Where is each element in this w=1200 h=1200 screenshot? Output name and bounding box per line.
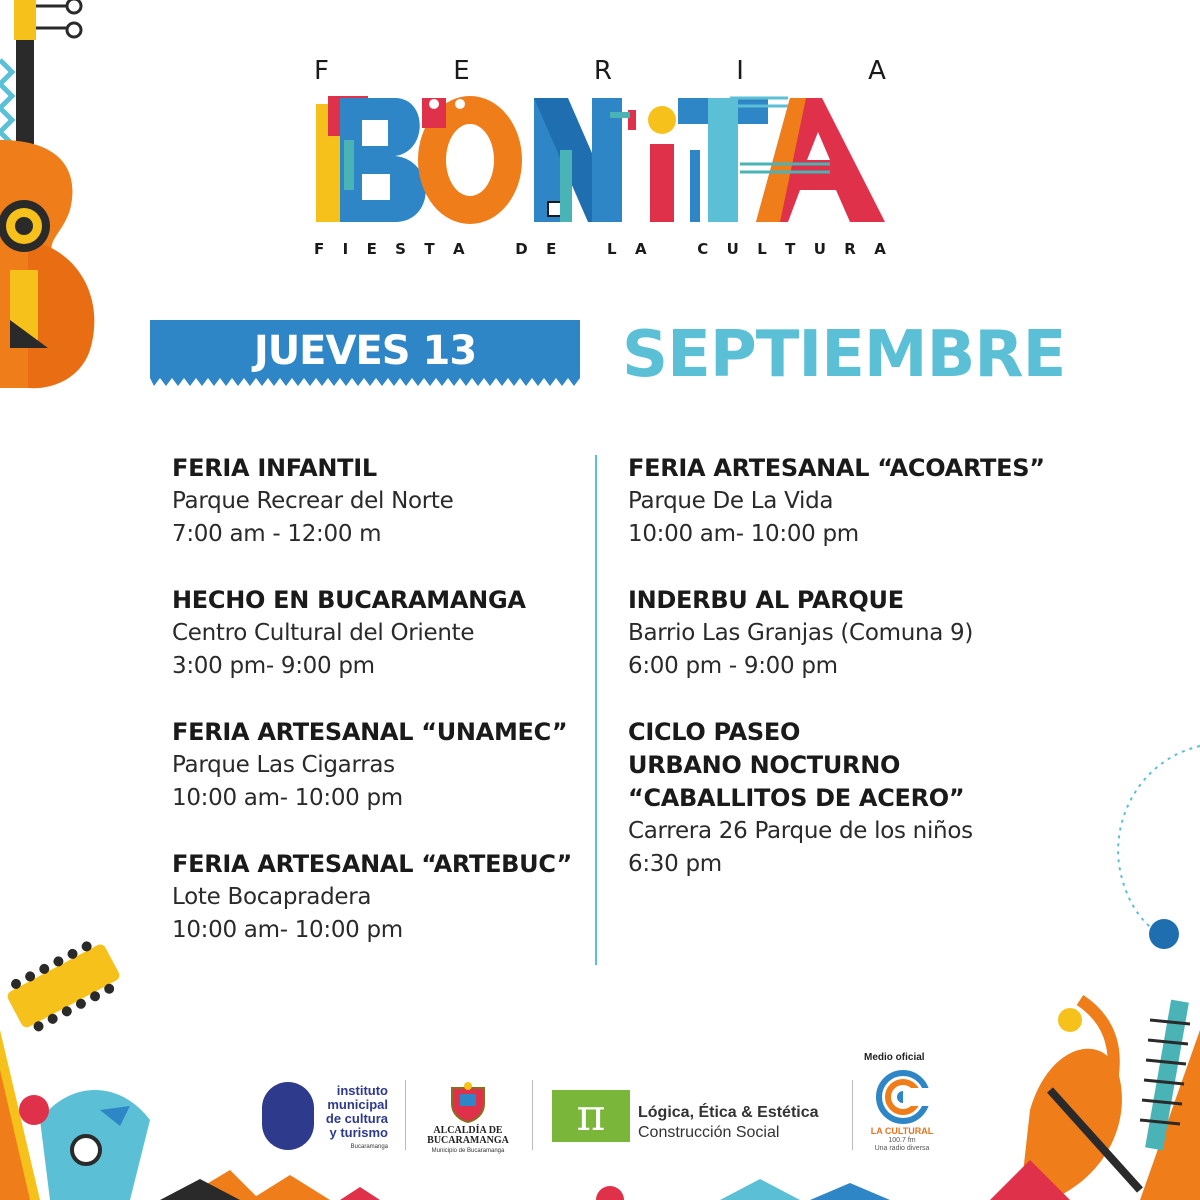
date-day: JUEVES 13 [253,328,477,374]
subtitle-letter: R [844,240,856,258]
logo-separator [852,1080,853,1150]
subtitle-letter: C [697,240,709,258]
subtitle-letter: T [424,240,435,258]
event-time: 6:00 pm - 9:00 pm [628,653,838,679]
alcaldia-subtitle: Municipio de Bucaramanga [431,1148,505,1154]
radio-logo-icon [876,1070,930,1124]
radio-frequency [862,1137,942,1153]
logo-separator [405,1080,406,1150]
event-place: Barrio Las Granjas (Comuna 9) [628,620,974,646]
event-place: Lote Bocapradera [172,884,372,910]
imct-line: y turismo [329,1125,388,1140]
event-item [628,452,1068,551]
event-title: URBANO NOCTURNO [628,751,901,779]
date-month: SEPTIEMBRE [622,318,1066,392]
feria-letter: I [736,56,744,86]
event-title: INDERBU AL PARQUE [628,586,904,614]
subtitle-letter: E [366,240,377,258]
feria-letter: R [593,56,612,86]
event-item [628,716,1068,881]
radio-name: LA CULTURAL [870,1126,934,1136]
imct-subtitle: Bucaramanga [350,1144,388,1150]
alcaldia-logo-text [420,1126,516,1146]
subtitle-letter: A [452,240,465,258]
events-column-right [628,452,1068,914]
column-divider [595,455,597,965]
subtitle-letter: S [395,240,406,258]
pi-logo-line2: Construcción Social [638,1124,780,1141]
feria-letter: E [453,56,470,86]
logo-separator [532,1080,533,1150]
subtitle-letter: A [874,240,886,258]
feria-heading [314,56,886,86]
event-title: CICLO PASEO [628,718,801,746]
fiesta-subtitle [314,240,886,258]
radio-freq-value: 100.7 fm [888,1137,916,1144]
subtitle-letter: I [342,240,349,258]
instruments-illustration-right [990,960,1200,1200]
event-place: Parque Las Cigarras [172,752,395,778]
imct-logo-icon [262,1082,314,1150]
event-place: Carrera 26 Parque de los niños [628,818,973,844]
event-time: 6:30 pm [628,851,722,877]
event-place: Parque Recrear del Norte [172,488,454,514]
subtitle-letter: U [813,240,826,258]
events-column-left [172,452,582,980]
event-item [172,584,582,683]
date-banner [150,320,580,388]
subtitle-letter: U [726,240,739,258]
alcaldia-line: BUCARAMANGA [427,1135,509,1146]
event-time: 10:00 am- 10:00 pm [172,917,403,943]
event-title: FERIA ARTESANAL “ARTEBUC” [172,850,573,878]
alcaldia-line: ALCALDÍA DE [433,1125,503,1136]
feria-letter: F [314,56,329,86]
imct-line: de cultura [325,1111,388,1126]
event-time: 3:00 pm- 9:00 pm [172,653,375,679]
pi-logo-line1: Lógica, Ética & Estética [638,1104,819,1121]
event-time: 10:00 am- 10:00 pm [628,521,859,547]
event-place: Parque De La Vida [628,488,834,514]
event-title: FERIA INFANTIL [172,454,377,482]
event-item [628,584,1068,683]
subtitle-letter: A [634,240,647,258]
pi-logo-icon: π [552,1090,630,1142]
imct-line: municipal [327,1097,388,1112]
event-title: FERIA ARTESANAL “ACOARTES” [628,454,1045,482]
feria-letter: A [868,56,886,86]
subtitle-letter: L [757,240,767,258]
instruments-illustration-left [0,930,260,1200]
radio-official-label: Medio oficial [864,1052,925,1063]
event-time: 10:00 am- 10:00 pm [172,785,403,811]
bonita-logo [310,90,890,230]
subtitle-letter: E [546,240,557,258]
event-time: 7:00 am - 12:00 m [172,521,382,547]
subtitle-letter: T [785,240,796,258]
imct-logo-text [318,1084,388,1140]
imct-line: instituto [336,1083,388,1098]
event-title: HECHO EN BUCARAMANGA [172,586,526,614]
subtitle-letter: L [607,240,617,258]
guitar-illustration [0,0,110,400]
event-place: Centro Cultural del Oriente [172,620,475,646]
dotted-arc-decoration [1080,740,1200,960]
event-item [172,716,582,815]
event-title: FERIA ARTESANAL “UNAMEC” [172,718,568,746]
event-item [172,452,582,551]
bottom-shapes-decoration [160,1165,900,1200]
alcaldia-shield-icon [446,1080,490,1124]
radio-slogan: Una radio diversa [874,1145,930,1152]
subtitle-letter: D [515,240,528,258]
event-title: “CABALLITOS DE ACERO” [628,784,965,812]
subtitle-letter: F [314,240,325,258]
